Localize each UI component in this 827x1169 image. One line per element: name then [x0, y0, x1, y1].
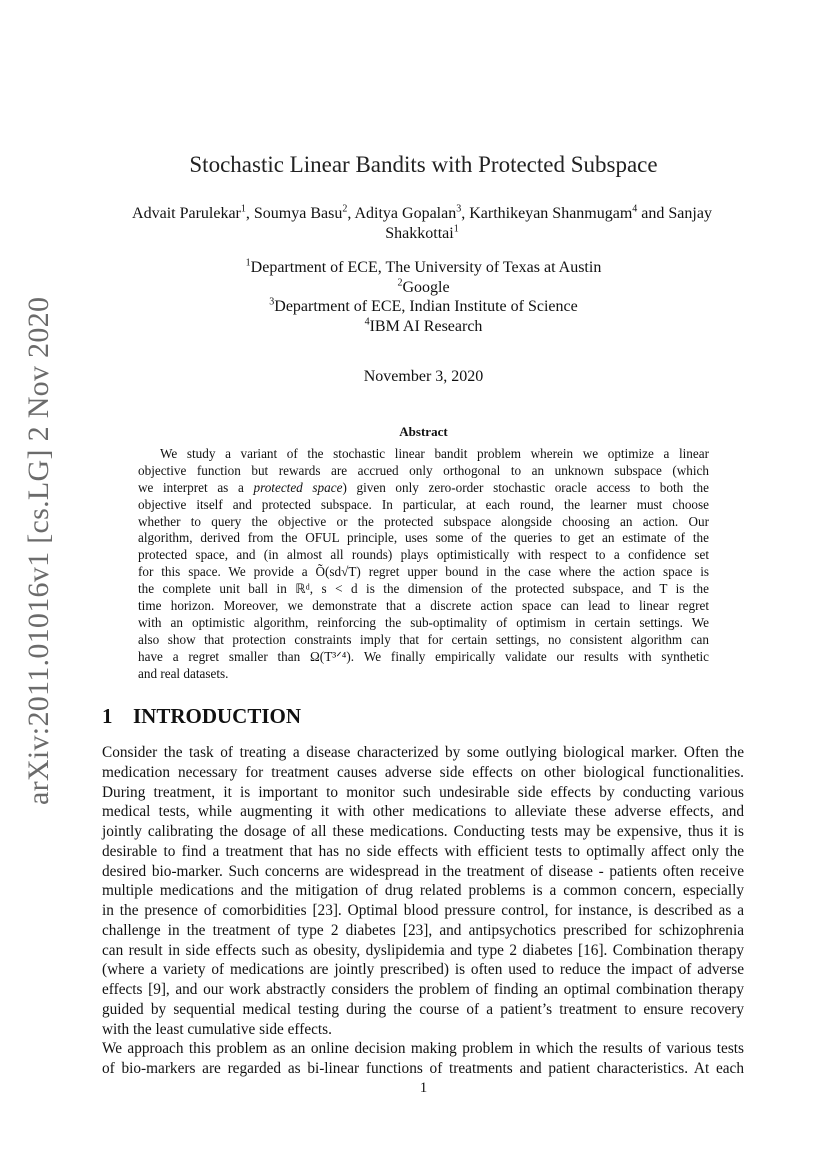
body-line: medication necessary for treatment causes adverse side effects on other biological functionalities. — [102, 763, 744, 781]
author-line-tail: and Sanjay — [641, 205, 712, 222]
body-line: jointly calibrating the dosage of all these medications. Conducting tests may be expensive, thus it is — [102, 823, 744, 840]
body-line: of bio-markers are regarded as bi-linear functions of treatments and patient characteristics. At each — [102, 1060, 744, 1077]
author: Soumya Basu — [253, 205, 343, 222]
emphasized-term: protected space — [253, 479, 343, 495]
author-line-1: Advait Parulekar$^1$, Soumya Basu$^2$, Aditya Gopalan$^3$, Karthikeyan Shanmugam$^4$ and Sanjay — [132, 203, 712, 222]
section-number: 1 — [102, 704, 113, 728]
author-affiliation-mark: 4 — [632, 203, 638, 215]
author-affiliation-mark: 1 — [240, 203, 246, 215]
body-line: medical tests, while augmenting it with other medications to alleviate these adverse effects, and — [102, 803, 744, 821]
abstract-line: we interpret as a protected space) given only zero-order stochastic oracle access to both the — [138, 479, 709, 495]
arxiv-identifier: arXiv:2011.01016v1 [cs.LG] 2 Nov 2020 — [22, 296, 55, 805]
author: Aditya Gopalan — [354, 205, 457, 222]
abstract-line: algorithm, derived from the OFUL principle, uses some of the queries to get an estimate of the — [138, 530, 709, 546]
introduction-body — [102, 743, 744, 1079]
body-line: (where a variety of medications are jointly prescribed) is often used to reduce the impact of adverse — [102, 961, 744, 979]
author-line-2 — [102, 224, 742, 244]
affiliation-text: Google — [402, 278, 450, 296]
body-line: multiple medications and the mitigation of drug related problems is a common concern, especially — [102, 882, 744, 900]
author: Karthikeyan Shanmugam — [469, 205, 633, 222]
body-line: challenge in the treatment of type 2 diabetes [23], and antipsychotics prescribed for schizophrenia — [102, 921, 744, 939]
body-line: We approach this problem as an online decision making problem in which the results of various tests — [102, 1040, 744, 1058]
publication-date: November 3, 2020 — [363, 368, 484, 385]
abstract-line: for this space. We provide a Õ(sd√T) regret upper bound in the case where the action space is — [138, 564, 709, 580]
author: Advait Parulekar — [132, 205, 241, 222]
body-line: desirable to find a treatment that has no side effects with efficient tests to optimally affect only the — [102, 842, 744, 860]
abstract-line: the complete unit ball in ℝᵈ, s < d is the dimension of the protected subspace, and T is the — [138, 581, 709, 597]
author: Shakkottai — [385, 225, 454, 242]
affiliation — [0, 258, 827, 278]
affiliation — [0, 278, 827, 298]
author-affiliation-mark: 3 — [456, 203, 462, 215]
abstract-line: objective function but rewards are accrued only orthogonal to an unknown subspace (which — [138, 462, 709, 478]
affiliation-text: IBM AI Research — [369, 317, 483, 335]
affiliation-text: Department of ECE, Indian Institute of Science — [274, 298, 578, 315]
abstract-line: have a regret smaller than Ω(T³ᐟ⁴). We finally empirically validate our results with synthetic — [138, 648, 709, 664]
abstract-heading: Abstract — [399, 424, 448, 439]
abstract-line: We study a variant of the stochastic linear bandit problem wherein we optimize a linear — [160, 446, 709, 461]
affiliation-mark: 2 — [397, 277, 403, 289]
abstract-line: time horizon. Moreover, we demonstrate that a discrete action space can lead to linear regret — [138, 598, 709, 614]
abstract-body — [138, 446, 709, 682]
affiliation — [0, 317, 827, 337]
paper-title: Stochastic Linear Bandits with Protected Subspace — [189, 152, 658, 177]
abstract-line: protected space, and (in almost all rounds) plays optimistically with respect to a confidence set — [138, 547, 709, 563]
abstract-line: also show that protection constraints imply that for certain settings, no consistent algorithm can — [138, 631, 709, 647]
abstract-line: whether to query the objective or the protected subspace alongside choosing an action. Our — [138, 513, 709, 529]
author-affiliation-mark: 1 — [453, 223, 459, 235]
body-line: can result in side effects such as obesity, dyslipidemia and type 2 diabetes [16]. Combination therapy — [102, 941, 744, 959]
section-heading — [102, 704, 301, 729]
body-line: with the least cumulative side effects. — [102, 1020, 332, 1038]
section-title: INTRODUCTION — [133, 704, 302, 728]
body-line: guided by sequential medical testing during the course of a patient’s treatment to ensure recovery — [102, 1000, 744, 1018]
affiliation-list — [0, 258, 827, 336]
abstract-line: objective itself and protected subspace. In particular, at each round, the learner must choose — [138, 496, 709, 512]
body-line: Consider the task of treating a disease characterized by some outlying biological marker. Often the — [102, 744, 744, 761]
body-line: effects [9], and our work abstractly considers the problem of finding an optimal combination therapy — [102, 981, 744, 998]
affiliation-mark: 1 — [245, 257, 251, 269]
abstract-line: and real datasets. — [138, 665, 229, 681]
affiliation-text: Department of ECE, The University of Texas at Austin — [250, 259, 602, 276]
abstract-line: with an optimistic algorithm, reinforcing the sub-optimality of optimism in certain settings. We — [138, 614, 709, 630]
affiliation — [0, 297, 827, 317]
affiliation-mark: 4 — [364, 316, 370, 328]
body-line: in the presence of comorbidities [23]. Optimal blood pressure control, for instance, is described as a — [102, 902, 744, 919]
page-number: 1 — [419, 1080, 428, 1096]
body-line: During treatment, it is important to monitor such undesirable side effects by conducting various — [102, 783, 744, 801]
author-list — [102, 204, 742, 244]
affiliation-mark: 3 — [269, 296, 275, 308]
body-line: desired bio-marker. Such concerns are widespread in the treatment of disease - patients often receive — [102, 862, 744, 880]
author-affiliation-mark: 2 — [342, 203, 348, 215]
